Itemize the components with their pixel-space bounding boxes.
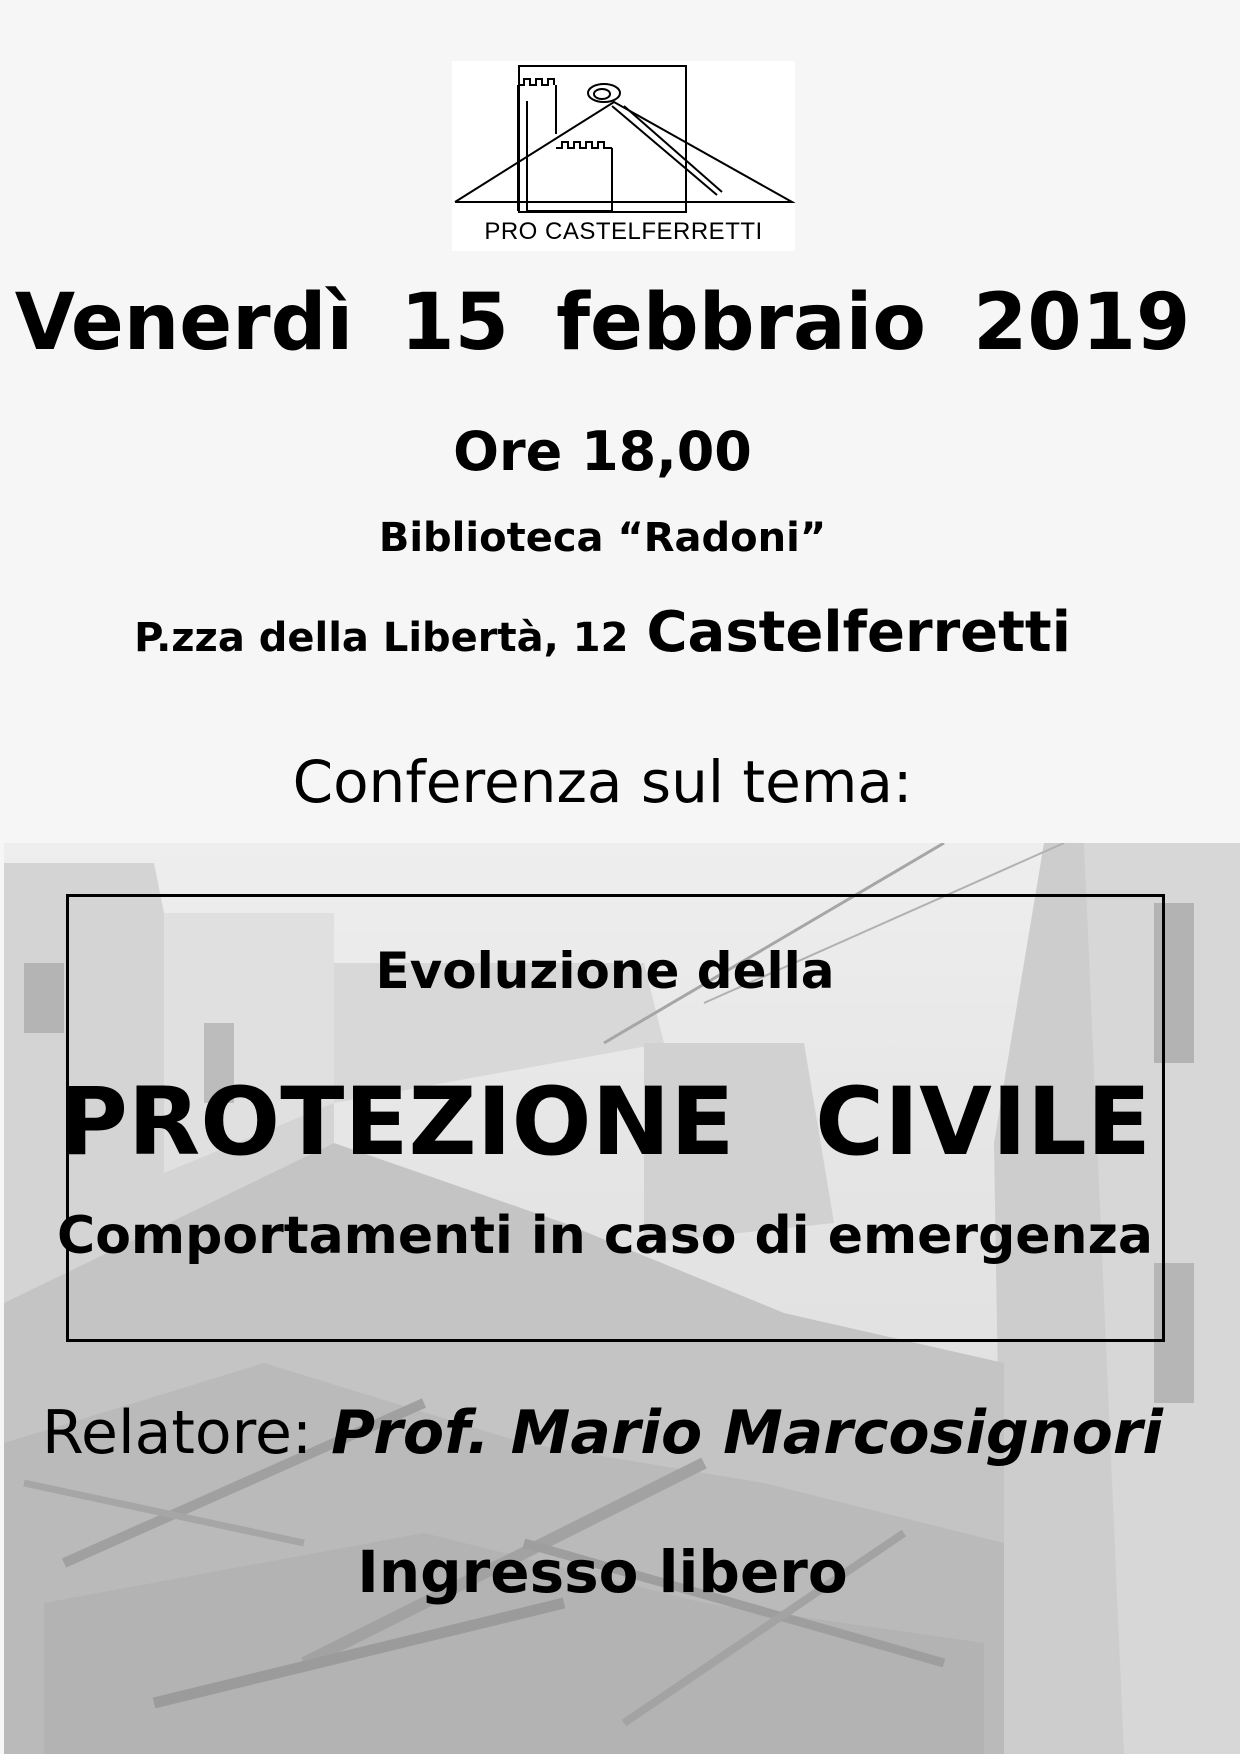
topic-pre: Evoluzione della	[375, 942, 835, 1000]
event-address	[0, 600, 1205, 665]
event-time: Ore 18,00	[453, 420, 752, 483]
speaker	[0, 1398, 1205, 1468]
topic-title: PROTEZIONE CIVILE	[59, 1068, 1151, 1177]
topic-subtitle: Comportamenti in caso di emergenza	[57, 1206, 1153, 1266]
pro-castelferretti-logo	[452, 61, 795, 251]
address-street: P.zza della Libertà, 12	[134, 615, 629, 661]
logo-text: PRO CASTELFERRETTI	[484, 218, 763, 245]
event-date: Venerdì 15 febbraio 2019	[14, 278, 1191, 368]
event-venue: Biblioteca “Radoni”	[378, 515, 827, 561]
address-town: Castelferretti	[646, 600, 1071, 665]
speaker-label: Relatore:	[42, 1398, 313, 1468]
conference-intro: Conferenza sul tema:	[292, 748, 913, 816]
speaker-name: Prof. Mario Marcosignori	[331, 1398, 1163, 1468]
entry-note: Ingresso libero	[357, 1538, 848, 1606]
